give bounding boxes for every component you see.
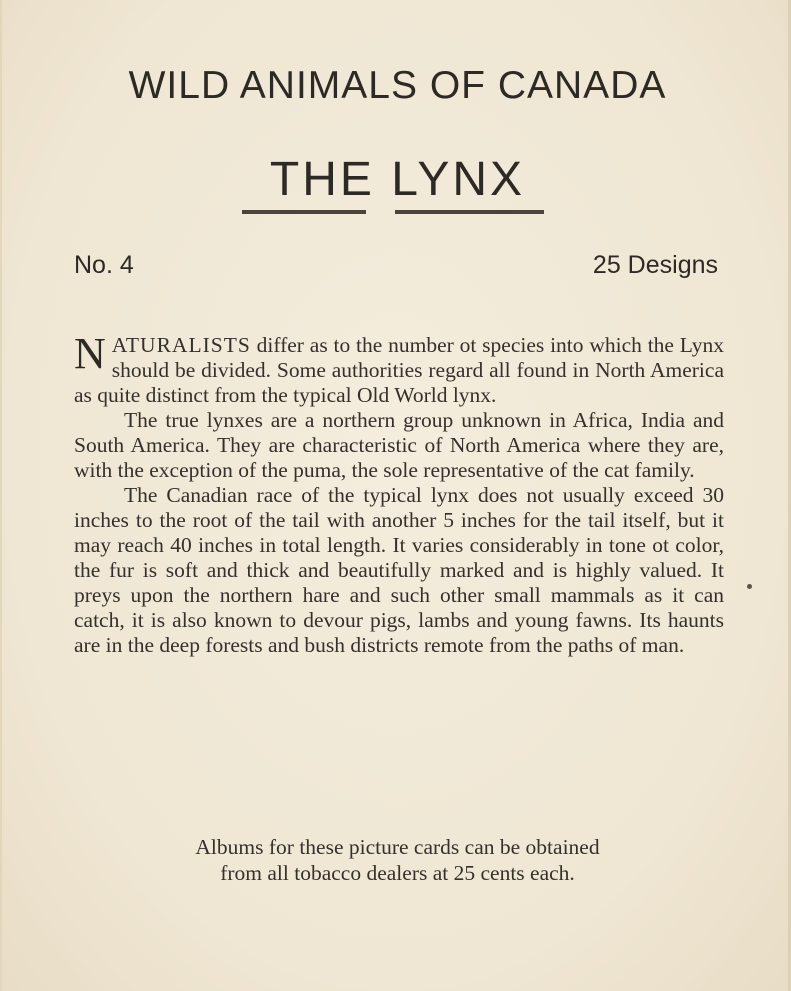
album-note-line-2: from all tobacco dealers at 25 cents each.	[220, 861, 575, 885]
card-number: No. 4	[74, 251, 134, 279]
paragraph-3: The Canadian race of the typical lynx does not usually exceed 30 inches to the root of the tail with another 5 inches for the tail itself, but it may reach 40 inches in total length. It varies considerably in tone ot color, the fur is soft and thick and beautifully marked and is highly valued. It preys upon the northern hare and such other small mammals as it can catch, it is also known to devour pigs, lambs and young fawns. Its haunts are in the deep forests and bush districts remote from the paths of man.	[74, 483, 724, 657]
designs-count: 25 Designs	[592, 251, 718, 279]
title-underline-right	[395, 210, 544, 214]
title-underline-left	[242, 210, 366, 214]
description-text	[74, 329, 724, 658]
paragraph-1	[74, 329, 724, 408]
series-title: WILD ANIMALS OF CANADA	[128, 64, 667, 107]
ink-speck	[747, 584, 752, 589]
paragraph-2: The true lynxes are a northern group unknown in Africa, India and South America. They are characteristic of North America where they are, with the exception of the puma, the sole representative of the cat family.	[74, 408, 724, 482]
paragraph-1-caps: ATURALISTS	[111, 333, 251, 357]
album-note	[2, 834, 791, 886]
drop-cap: N	[74, 329, 106, 378]
album-note-line-1: Albums for these picture cards can be obtained	[195, 835, 600, 859]
paragraph-1-text: differ as to the number ot species into which the Lynx should be divided. Some authorities regard all found in North America as quite distinct from the typical Old World lynx.	[74, 333, 724, 407]
card-title: THE LYNX	[269, 153, 526, 206]
